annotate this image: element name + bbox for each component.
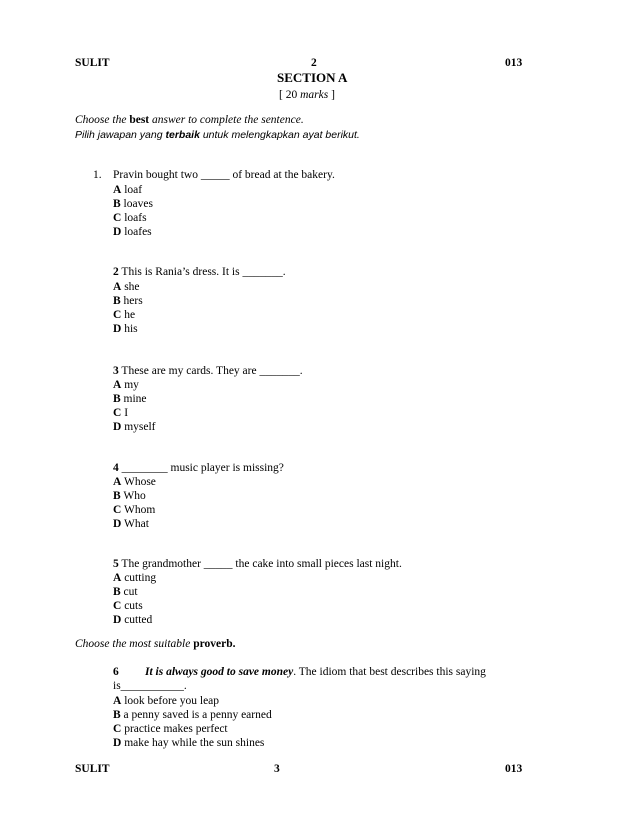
question-2-option-b[interactable]: B hers: [113, 295, 143, 307]
question-5-text: 5 The grandmother _____ the cake into small pieces last night.: [113, 558, 402, 570]
question-3-text: 3 These are my cards. They are _______.: [113, 365, 303, 377]
question-6-blank: is___________.: [113, 680, 187, 692]
question-6-text: It is always good to save money. The idiom that best describes this saying: [145, 666, 486, 678]
question-6-option-c[interactable]: C practice makes perfect: [113, 723, 228, 735]
question-1-option-b[interactable]: B loaves: [113, 198, 153, 210]
question-6-option-b[interactable]: B a penny saved is a penny earned: [113, 709, 272, 721]
footer-paper-code: 013: [505, 763, 523, 775]
question-2-option-c[interactable]: C he: [113, 309, 136, 321]
question-5-option-b[interactable]: B cut: [113, 586, 138, 598]
question-3-option-a[interactable]: A my: [113, 379, 139, 391]
header-paper-code: 013: [505, 57, 523, 69]
question-4-text: 4 ________ music player is missing?: [113, 462, 284, 474]
header-sulit: SULIT: [75, 57, 110, 69]
question-6-option-a[interactable]: A look before you leap: [113, 695, 220, 707]
instruction-malay: Pilih jawapan yang terbaik untuk melengkapkan ayat berikut.: [75, 129, 360, 141]
question-3-option-c[interactable]: C I: [113, 407, 129, 419]
question-3-option-b[interactable]: B mine: [113, 393, 147, 405]
question-1-option-a[interactable]: A loaf: [113, 184, 143, 196]
instruction-english: Choose the best answer to complete the sentence.: [75, 114, 304, 126]
footer-page-number: 3: [274, 763, 280, 775]
question-2-option-d[interactable]: D his: [113, 323, 138, 335]
question-4-option-d[interactable]: D What: [113, 518, 149, 530]
question-4-option-c[interactable]: C Whom: [113, 504, 156, 516]
question-4-option-b[interactable]: B Who: [113, 490, 146, 502]
question-5-option-d[interactable]: D cutted: [113, 614, 153, 626]
question-2-option-a[interactable]: A she: [113, 281, 140, 293]
question-1-option-c[interactable]: C loafs: [113, 212, 147, 224]
question-6-option-d[interactable]: D make hay while the sun shines: [113, 737, 265, 749]
question-1-option-d[interactable]: D loafes: [113, 226, 152, 238]
proverb-instruction: Choose the most suitable proverb.: [75, 638, 236, 650]
question-4-option-a[interactable]: A Whose: [113, 476, 156, 488]
section-marks: [ 20 marks ]: [279, 89, 335, 101]
question-5-option-a[interactable]: A cutting: [113, 572, 157, 584]
question-3-option-d[interactable]: D myself: [113, 421, 156, 433]
question-5-option-c[interactable]: C cuts: [113, 600, 143, 612]
question-6-number: 6: [113, 666, 119, 678]
header-page-number: 2: [311, 57, 317, 69]
footer-sulit: SULIT: [75, 763, 110, 775]
question-1-text: Pravin bought two _____ of bread at the bakery.: [113, 169, 335, 181]
question-2-text: 2 This is Rania’s dress. It is _______.: [113, 266, 286, 278]
section-title: SECTION A: [277, 70, 348, 85]
question-1-number: 1.: [93, 169, 102, 181]
